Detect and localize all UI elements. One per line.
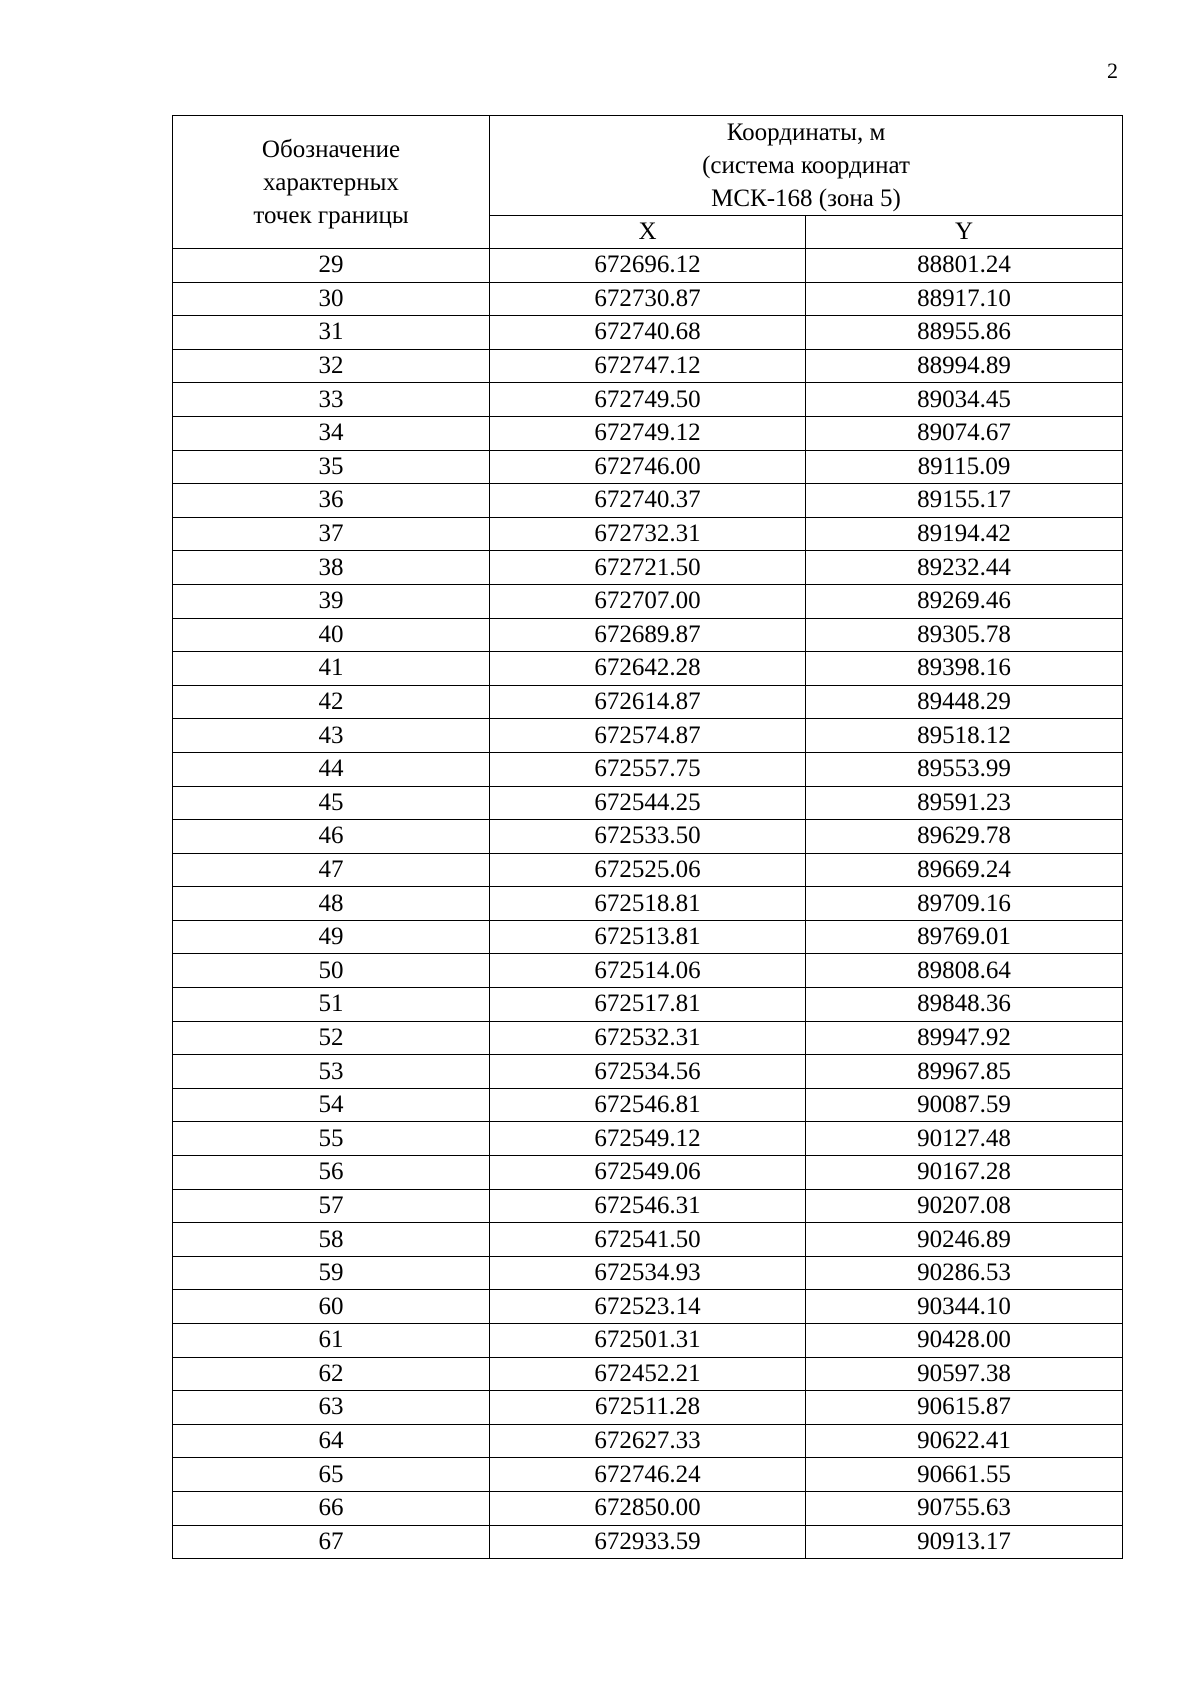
y-coordinate-cell: 90597.38 (806, 1357, 1123, 1391)
x-coordinate-cell: 672614.87 (490, 685, 806, 719)
point-cell: 49 (173, 920, 490, 954)
table-row (173, 988, 1123, 1022)
point-cell: 33 (173, 383, 490, 417)
point-cell: 35 (173, 450, 490, 484)
table-row (173, 685, 1123, 719)
x-coordinate-cell: 672546.31 (490, 1189, 806, 1223)
point-cell: 54 (173, 1088, 490, 1122)
y-coordinate-cell: 89034.45 (806, 383, 1123, 417)
table-row (173, 1055, 1123, 1089)
x-coordinate-cell: 672533.50 (490, 820, 806, 854)
table-row (173, 1223, 1123, 1257)
table-row (173, 652, 1123, 686)
point-cell: 67 (173, 1525, 490, 1559)
point-cell: 57 (173, 1189, 490, 1223)
table-row (173, 954, 1123, 988)
y-coordinate-cell: 89155.17 (806, 484, 1123, 518)
table-row (173, 752, 1123, 786)
point-cell: 65 (173, 1458, 490, 1492)
point-cell: 39 (173, 584, 490, 618)
y-coordinate-cell: 89947.92 (806, 1021, 1123, 1055)
y-coordinate-cell: 88801.24 (806, 249, 1123, 283)
table-body (173, 249, 1123, 1559)
x-coordinate-cell: 672850.00 (490, 1491, 806, 1525)
table-row (173, 853, 1123, 887)
point-cell: 61 (173, 1324, 490, 1358)
point-cell: 43 (173, 719, 490, 753)
x-coordinate-cell: 672525.06 (490, 853, 806, 887)
point-cell: 31 (173, 316, 490, 350)
point-cell: 50 (173, 954, 490, 988)
y-coordinate-cell: 90615.87 (806, 1391, 1123, 1425)
coordinates-header (490, 116, 1123, 216)
table-row (173, 282, 1123, 316)
y-coordinate-cell: 88955.86 (806, 316, 1123, 350)
x-coordinate-cell: 672627.33 (490, 1424, 806, 1458)
point-cell: 52 (173, 1021, 490, 1055)
table-row (173, 1424, 1123, 1458)
table-row (173, 786, 1123, 820)
point-cell: 44 (173, 752, 490, 786)
coords-header-line: Координаты, м (726, 119, 886, 146)
y-coordinate-cell: 89967.85 (806, 1055, 1123, 1089)
table-row (173, 1525, 1123, 1559)
x-coordinate-cell: 672749.50 (490, 383, 806, 417)
y-coordinate-cell: 90246.89 (806, 1223, 1123, 1257)
table-row (173, 1357, 1123, 1391)
point-cell: 55 (173, 1122, 490, 1156)
x-coordinate-cell: 672501.31 (490, 1324, 806, 1358)
table-row (173, 383, 1123, 417)
point-cell: 60 (173, 1290, 490, 1324)
x-coordinate-cell: 672557.75 (490, 752, 806, 786)
x-coordinate-cell: 672740.37 (490, 484, 806, 518)
point-cell: 66 (173, 1491, 490, 1525)
y-coordinate-cell: 90913.17 (806, 1525, 1123, 1559)
x-coordinate-cell: 672513.81 (490, 920, 806, 954)
y-coordinate-cell: 89808.64 (806, 954, 1123, 988)
y-coordinate-cell: 90622.41 (806, 1424, 1123, 1458)
y-column-header: Y (806, 216, 1123, 249)
x-coordinate-cell: 672541.50 (490, 1223, 806, 1257)
point-cell: 37 (173, 517, 490, 551)
table-row (173, 920, 1123, 954)
x-coordinate-cell: 672746.24 (490, 1458, 806, 1492)
table-row (173, 551, 1123, 585)
point-header-line: точек границы (253, 201, 409, 229)
table-row (173, 1324, 1123, 1358)
point-cell: 48 (173, 887, 490, 921)
x-coordinate-cell: 672732.31 (490, 517, 806, 551)
point-header-line: характерных (263, 168, 399, 196)
x-coordinate-cell: 672749.12 (490, 416, 806, 450)
point-cell: 47 (173, 853, 490, 887)
table-row (173, 584, 1123, 618)
point-cell: 62 (173, 1357, 490, 1391)
coordinates-table (172, 115, 1123, 1559)
point-cell: 58 (173, 1223, 490, 1257)
x-coordinate-cell: 672514.06 (490, 954, 806, 988)
y-coordinate-cell: 88994.89 (806, 349, 1123, 383)
y-coordinate-cell: 89448.29 (806, 685, 1123, 719)
point-cell: 56 (173, 1156, 490, 1190)
point-cell: 34 (173, 416, 490, 450)
coords-header-line: (система координат (702, 152, 910, 179)
x-coordinate-cell: 672730.87 (490, 282, 806, 316)
point-cell: 63 (173, 1391, 490, 1425)
point-cell: 51 (173, 988, 490, 1022)
x-coordinate-cell: 672933.59 (490, 1525, 806, 1559)
table-row (173, 1189, 1123, 1223)
point-cell: 41 (173, 652, 490, 686)
table-row (173, 820, 1123, 854)
y-coordinate-cell: 89232.44 (806, 551, 1123, 585)
y-coordinate-cell: 89194.42 (806, 517, 1123, 551)
x-coordinate-cell: 672642.28 (490, 652, 806, 686)
table-row (173, 618, 1123, 652)
x-coordinate-cell: 672549.12 (490, 1122, 806, 1156)
y-coordinate-cell: 90207.08 (806, 1189, 1123, 1223)
y-coordinate-cell: 89769.01 (806, 920, 1123, 954)
point-cell: 40 (173, 618, 490, 652)
x-coordinate-cell: 672517.81 (490, 988, 806, 1022)
point-cell: 53 (173, 1055, 490, 1089)
point-cell: 45 (173, 786, 490, 820)
table-row (173, 1021, 1123, 1055)
x-column-header: X (490, 216, 806, 249)
y-coordinate-cell: 90661.55 (806, 1458, 1123, 1492)
point-cell: 42 (173, 685, 490, 719)
y-coordinate-cell: 90127.48 (806, 1122, 1123, 1156)
table-row (173, 416, 1123, 450)
table-row (173, 1290, 1123, 1324)
y-coordinate-cell: 89305.78 (806, 618, 1123, 652)
y-coordinate-cell: 89591.23 (806, 786, 1123, 820)
x-coordinate-cell: 672747.12 (490, 349, 806, 383)
coords-header-line: МСК-168 (зона 5) (711, 185, 901, 212)
point-cell: 36 (173, 484, 490, 518)
x-coordinate-cell: 672696.12 (490, 249, 806, 283)
table-row (173, 1458, 1123, 1492)
y-coordinate-cell: 90755.63 (806, 1491, 1123, 1525)
table-row (173, 887, 1123, 921)
x-coordinate-cell: 672518.81 (490, 887, 806, 921)
x-coordinate-cell: 672544.25 (490, 786, 806, 820)
point-cell: 59 (173, 1256, 490, 1290)
y-coordinate-cell: 89269.46 (806, 584, 1123, 618)
y-coordinate-cell: 90286.53 (806, 1256, 1123, 1290)
table-row (173, 1122, 1123, 1156)
table-row (173, 349, 1123, 383)
page-number: 2 (1107, 58, 1118, 83)
x-coordinate-cell: 672721.50 (490, 551, 806, 585)
table-row (173, 719, 1123, 753)
x-coordinate-cell: 672511.28 (490, 1391, 806, 1425)
point-cell: 29 (173, 249, 490, 283)
table-header (173, 116, 1123, 249)
x-coordinate-cell: 672689.87 (490, 618, 806, 652)
x-coordinate-cell: 672746.00 (490, 450, 806, 484)
point-header-line: Обозначение (261, 135, 401, 163)
table-row (173, 1088, 1123, 1122)
y-coordinate-cell: 90167.28 (806, 1156, 1123, 1190)
y-coordinate-cell: 89518.12 (806, 719, 1123, 753)
y-coordinate-cell: 89709.16 (806, 887, 1123, 921)
y-coordinate-cell: 89848.36 (806, 988, 1123, 1022)
point-designation-header (173, 116, 490, 249)
y-coordinate-cell: 89115.09 (806, 450, 1123, 484)
x-coordinate-cell: 672549.06 (490, 1156, 806, 1190)
x-coordinate-cell: 672534.93 (490, 1256, 806, 1290)
y-coordinate-cell: 90087.59 (806, 1088, 1123, 1122)
y-coordinate-cell: 89398.16 (806, 652, 1123, 686)
x-coordinate-cell: 672546.81 (490, 1088, 806, 1122)
table-row (173, 1256, 1123, 1290)
x-coordinate-cell: 672574.87 (490, 719, 806, 753)
point-cell: 38 (173, 551, 490, 585)
table-row (173, 484, 1123, 518)
x-coordinate-cell: 672532.31 (490, 1021, 806, 1055)
table-row (173, 316, 1123, 350)
x-coordinate-cell: 672523.14 (490, 1290, 806, 1324)
point-cell: 32 (173, 349, 490, 383)
table-row (173, 1491, 1123, 1525)
point-cell: 64 (173, 1424, 490, 1458)
table-row (173, 1391, 1123, 1425)
point-cell: 46 (173, 820, 490, 854)
table-row (173, 1156, 1123, 1190)
y-coordinate-cell: 88917.10 (806, 282, 1123, 316)
x-coordinate-cell: 672707.00 (490, 584, 806, 618)
x-coordinate-cell: 672740.68 (490, 316, 806, 350)
y-coordinate-cell: 89074.67 (806, 416, 1123, 450)
point-cell: 30 (173, 282, 490, 316)
y-coordinate-cell: 90428.00 (806, 1324, 1123, 1358)
y-coordinate-cell: 89553.99 (806, 752, 1123, 786)
y-coordinate-cell: 90344.10 (806, 1290, 1123, 1324)
table-row (173, 249, 1123, 283)
x-coordinate-cell: 672452.21 (490, 1357, 806, 1391)
y-coordinate-cell: 89669.24 (806, 853, 1123, 887)
table-row (173, 450, 1123, 484)
x-coordinate-cell: 672534.56 (490, 1055, 806, 1089)
y-coordinate-cell: 89629.78 (806, 820, 1123, 854)
table-row (173, 517, 1123, 551)
